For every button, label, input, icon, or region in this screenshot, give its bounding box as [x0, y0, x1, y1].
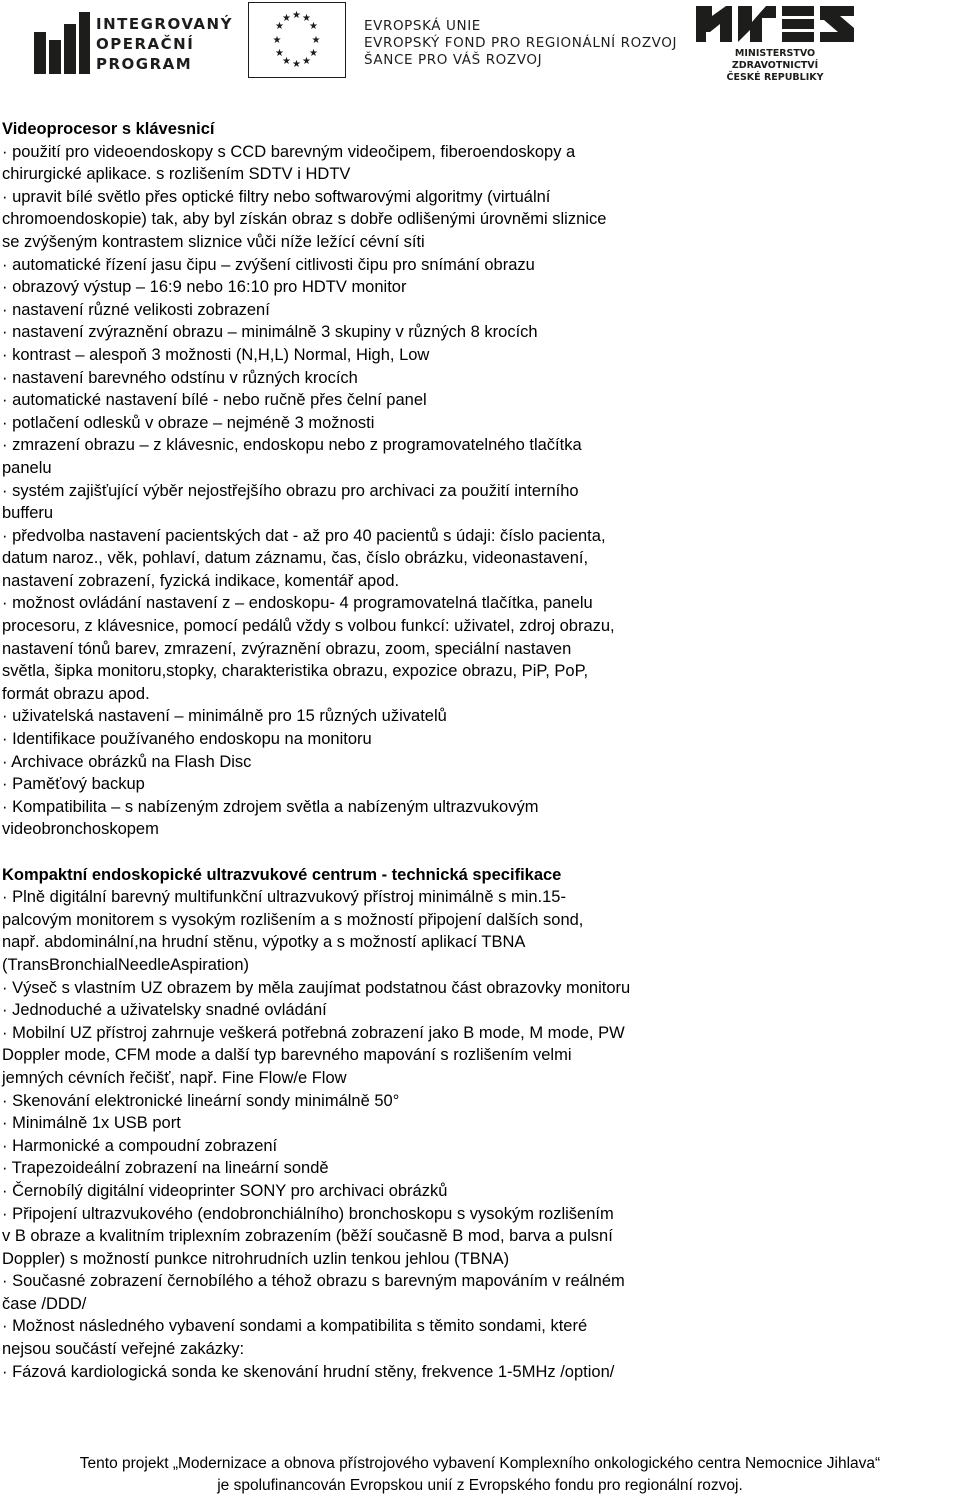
text-line: chirurgické aplikace. s rozlišením SDTV i HDTV — [2, 165, 351, 184]
text-line: · uživatelská nastavení – minimálně pro 15 různých uživatelů — [2, 707, 447, 726]
text-line: datum naroz., věk, pohlaví, datum záznamu, čas, číslo obrázku, videonastavení, — [2, 549, 589, 568]
text-line: · Trapezoideální zobrazení na lineární sondě — [2, 1159, 329, 1178]
svg-text:★: ★ — [282, 56, 291, 67]
svg-text:★: ★ — [272, 35, 282, 46]
document-body — [2, 118, 952, 1383]
eu-logo-line: ŠANCE PRO VÁŠ ROZVOJ — [364, 52, 543, 68]
text-line: · Archivace obrázků na Flash Disc — [2, 752, 252, 771]
section-heading-videoprocessor: Videoprocesor s klávesnicí — [2, 120, 215, 138]
text-line: · Připojení ultrazvukového (endobronchiálního) bronchoskopu s vysokým rozlišením — [2, 1204, 614, 1223]
text-line: (TransBronchialNeedleAspiration) — [2, 955, 250, 974]
text-line: v B obraze a kvalitním triplexním zobrazením (běží současně B mod, barva a pulsní — [2, 1227, 613, 1246]
text-line: · Harmonické a compoudní zobrazení — [2, 1136, 278, 1155]
text-line: nastavení tónů barev, zmrazení, zvýraznění obrazu, zoom, speciální nastaven — [2, 639, 572, 658]
svg-text:★: ★ — [292, 59, 301, 70]
text-line: formát obrazu apod. — [2, 684, 150, 703]
text-line: · Současné zobrazení černobílého a téhož obrazu s barevným mapováním v reálném — [2, 1272, 625, 1291]
text-line: · Skenování elektronické lineární sondy minimálně 50° — [2, 1091, 400, 1110]
text-line: · Možnost následného vybavení sondami a kompatibilita s těmito sondami, které — [2, 1317, 588, 1336]
eu-logo-line: EVROPSKÝ FOND PRO REGIONÁLNÍ ROZVOJ — [364, 35, 678, 51]
page-footer — [0, 1453, 960, 1497]
footer-line: je spolufinancován Evropskou unií z Evropského fondu pro regionální rozvoj. — [217, 1477, 743, 1494]
svg-text:★: ★ — [302, 13, 311, 24]
text-line: bufferu — [2, 504, 54, 523]
iop-logo-line: INTEGROVANÝ — [96, 15, 233, 33]
page-header — [0, 0, 960, 83]
text-line: Doppler mode, CFM mode a další typ barevného mapování s rozlišením velmi — [2, 1046, 572, 1065]
text-line: se zvýšeným kontrastem sliznice vůči níže ležící cévní síti — [2, 232, 425, 251]
svg-text:★: ★ — [275, 21, 284, 32]
ministry-logo-mark — [692, 2, 858, 46]
text-line: jemných cévních řečišť, např. Fine Flow/e Flow — [2, 1068, 347, 1087]
section-spacer — [2, 841, 952, 864]
text-line: · Plně digitální barevný multifunkční ultrazvukový přístroj minimálně s min.15- — [2, 888, 566, 907]
section-ultrasound-list — [2, 886, 952, 1383]
text-line: · Minimálně 1x USB port — [2, 1114, 181, 1133]
svg-text:★: ★ — [292, 10, 301, 21]
text-line: · systém zajišťující výběr nejostřejšího obrazu pro archivaci za použití interního — [2, 481, 579, 500]
text-line: čase /DDD/ — [2, 1294, 87, 1313]
eu-stars-icon — [249, 3, 344, 76]
text-line: chromoendoskopie) tak, aby byl získán obraz s dobře odlišenými úrovněmi sliznice — [2, 210, 607, 229]
svg-text:★: ★ — [309, 21, 318, 32]
text-line: světla, šipka monitoru,stopky, charakteristika obrazu, expozice obrazu, PiP, PoP, — [2, 662, 589, 681]
text-line: · Kompatibilita – s nabízeným zdrojem světla a nabízeným ultrazvukovým — [2, 797, 539, 816]
iop-logo-line: OPERAČNÍ — [96, 35, 195, 53]
text-line: · možnost ovládání nastavení z – endoskopu- 4 programovatelná tlačítka, panelu — [2, 594, 593, 613]
text-line: např. abdominální,na hrudní stěnu, výpotky a s možností aplikací TBNA — [2, 933, 526, 952]
text-line: · Identifikace používaného endoskopu na monitoru — [2, 730, 372, 749]
text-line: Doppler) s možností punkce nitrohrudních uzlin tenkou jehlou (TBNA) — [2, 1249, 510, 1268]
text-line: · automatické řízení jasu čipu – zvýšení citlivosti čipu pro snímání obrazu — [2, 255, 535, 274]
section-heading-ultrasound: Kompaktní endoskopické ultrazvukové centrum - technická specifikace — [2, 865, 562, 884]
svg-text:★: ★ — [302, 56, 311, 67]
text-line: panelu — [2, 458, 52, 477]
text-line: procesoru, z klávesnice, pomocí pedálů vždy s volbou funkcí: uživatel, zdroj obrazu, — [2, 617, 615, 636]
text-line: · nastavení zvýraznění obrazu – minimálně 3 skupiny v různých 8 krocích — [2, 323, 538, 342]
text-line: nejsou součástí veřejné zakázky: — [2, 1340, 245, 1359]
text-line: · Mobilní UZ přístroj zahrnuje veškerá potřebná zobrazení jako B mode, M mode, PW — [2, 1023, 625, 1042]
text-line: palcovým monitorem s vysokým rozlišením a s možností připojení dalších sond, — [2, 910, 584, 929]
iop-logo-mark — [34, 12, 90, 74]
ministry-logo — [692, 2, 862, 83]
footer-line: Tento projekt „Modernizace a obnova přístrojového vybavení Komplexního onkologického centra Nemocnice Jihlava“ — [79, 1455, 881, 1472]
eu-logo — [248, 2, 678, 78]
text-line: · nastavení různé velikosti zobrazení — [2, 300, 270, 319]
text-line: · nastavení barevného odstínu v různých krocích — [2, 368, 358, 387]
text-line: · Černobílý digitální videoprinter SONY pro archivaci obrázků — [2, 1181, 448, 1200]
ministry-logo-line: MINISTERSTVO ZDRAVOTNICTVÍ — [731, 48, 819, 71]
text-line: · Paměťový backup — [2, 775, 145, 794]
svg-text:★: ★ — [282, 13, 291, 24]
text-line: · potlačení odlesků v obraze – nejméně 3 možnosti — [2, 413, 375, 432]
svg-text:★: ★ — [275, 48, 284, 59]
eu-logo-line: EVROPSKÁ UNIE — [364, 18, 481, 34]
text-line: · upravit bílé světlo přes optické filtry nebo softwarovými algoritmy (virtuální — [2, 187, 551, 206]
svg-text:★: ★ — [311, 35, 321, 46]
eu-flag-icon — [248, 2, 346, 78]
eu-logo-text — [364, 18, 677, 69]
text-line: · zmrazení obrazu – z klávesnic, endoskopu nebo z programovatelného tlačítka — [2, 436, 582, 455]
iop-logo-text — [96, 14, 233, 74]
text-line: · Výseč s vlastním UZ obrazem by měla zaujímat podstatnou část obrazovky monitoru — [2, 978, 631, 997]
text-line: · použití pro videoendoskopy s CCD barevným videočipem, fiberoendoskopy a — [2, 142, 576, 161]
text-line: · obrazový výstup – 16:9 nebo 16:10 pro HDTV monitor — [2, 278, 407, 297]
ministry-logo-text — [692, 48, 858, 84]
text-line: · Fázová kardiologická sonda ke skenování hrudní stěny, frekvence 1-5MHz /option/ — [2, 1362, 615, 1381]
text-line: · automatické nastavení bílé - nebo ručně přes čelní panel — [2, 391, 427, 410]
text-line: · kontrast – alespoň 3 možnosti (N,H,L) Normal, High, Low — [2, 345, 430, 364]
text-line: · Jednoduché a uživatelsky snadné ovládání — [2, 1001, 327, 1020]
iop-logo-line: PROGRAM — [96, 55, 193, 73]
svg-text:★: ★ — [309, 48, 318, 59]
text-line: nastavení zobrazení, fyzická indikace, komentář apod. — [2, 571, 400, 590]
ministry-logo-line: ČESKÉ REPUBLIKY — [726, 72, 824, 83]
text-line: videobronchoskopem — [2, 820, 159, 839]
iop-logo — [34, 8, 234, 78]
section-videoprocessor-list — [2, 141, 952, 841]
text-line: · předvolba nastavení pacientských dat - až pro 40 pacientů s údaji: číslo pacienta, — [2, 526, 606, 545]
